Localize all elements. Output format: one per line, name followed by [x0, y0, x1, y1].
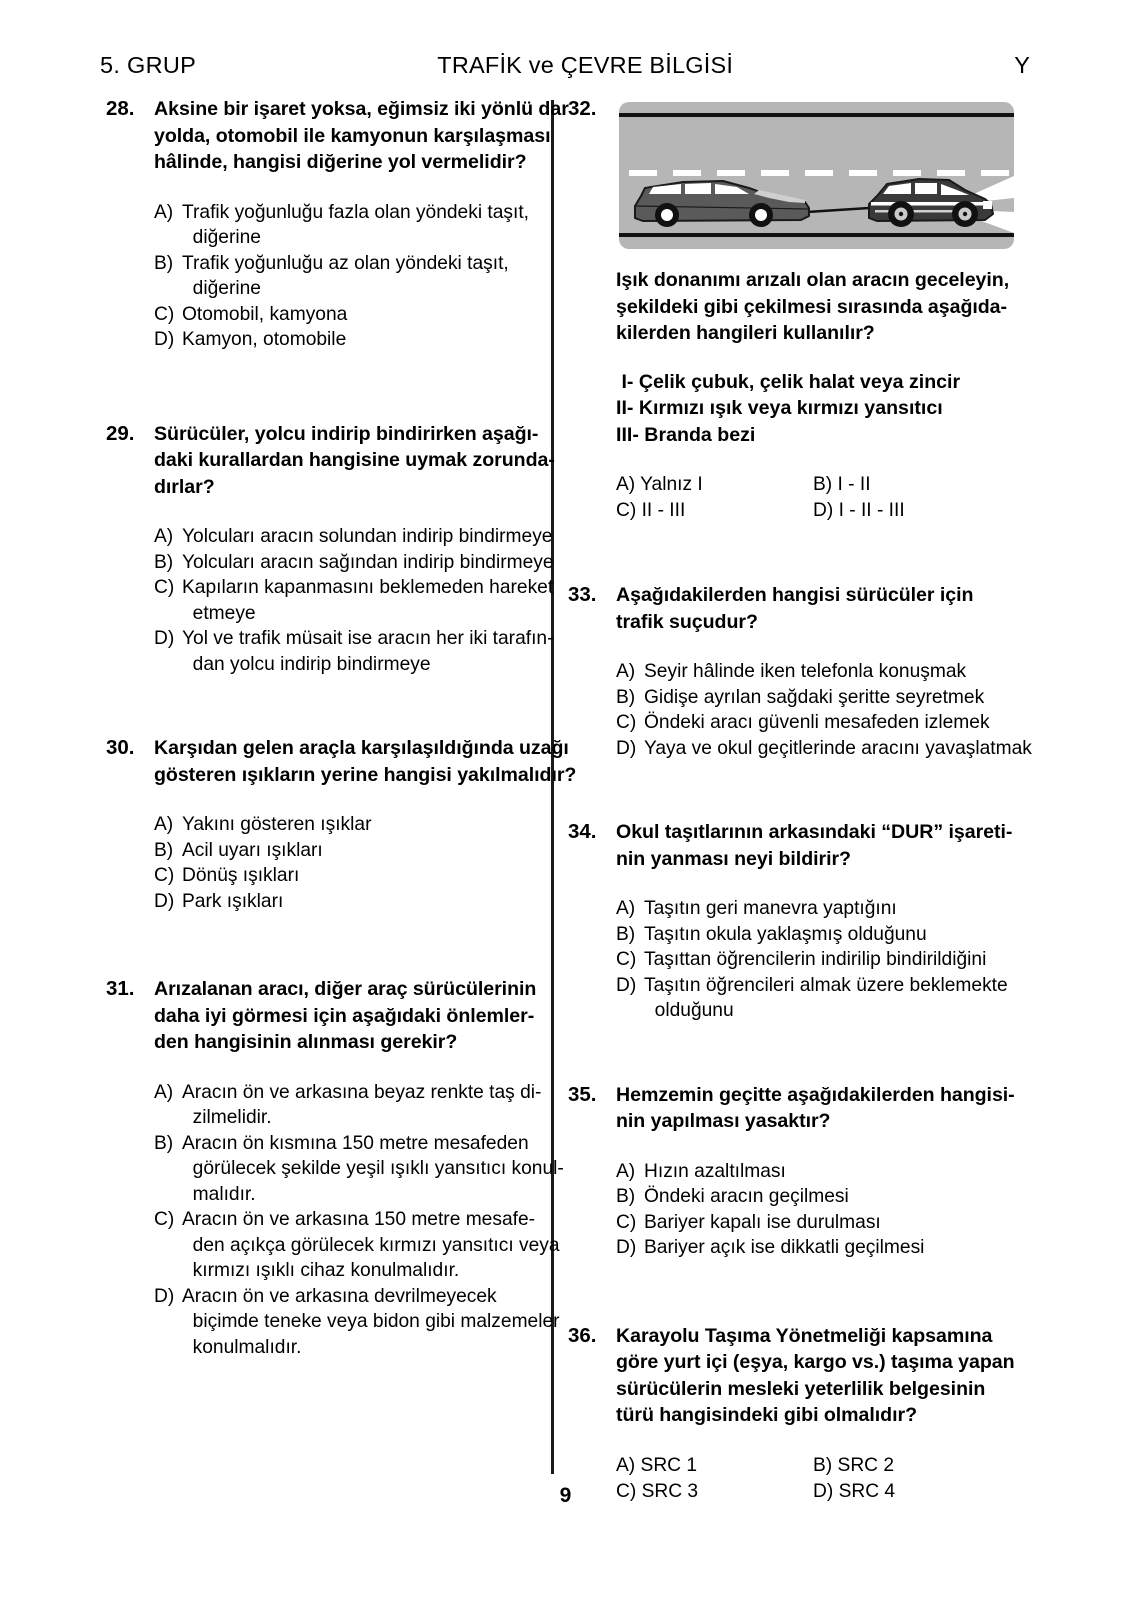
options-list: [154, 812, 576, 914]
option-text: Kamyon, otomobile: [182, 329, 347, 350]
option-letter: A): [154, 814, 174, 835]
option-c[interactable]: [616, 947, 1018, 973]
option-text: Yol ve trafik müsait ise aracın her iki tarafın- dan yolcu indirip bindirmeye: [182, 628, 554, 675]
options-list: [616, 1159, 1018, 1261]
question-32: [566, 96, 1018, 524]
option-text: Taşıtın okula yaklaşmış olduğunu: [644, 923, 927, 945]
option-letter: B): [616, 923, 636, 945]
option-text: Yolcuları aracın solundan indirip bindirmeye: [182, 526, 553, 547]
option-c[interactable]: [154, 863, 576, 889]
question-number: 31.: [106, 977, 135, 1000]
option-text: Bariyer açık ise dikkatli geçilmesi: [644, 1237, 925, 1258]
option-text: Yolcuları aracın sağından indirip bindirmeye: [182, 551, 554, 573]
option-text: Otomobil, kamyona: [182, 303, 348, 325]
stem-line: daha iyi görmesi için aşağıdaki önlemler-: [154, 1004, 535, 1027]
option-c[interactable]: [616, 1210, 1018, 1236]
question-stem: [154, 735, 576, 788]
question-30: [104, 735, 577, 914]
option-a[interactable]: [154, 200, 569, 251]
headlight-beams: [619, 102, 1014, 249]
question-number: 28.: [106, 97, 135, 120]
option-text: Hızın azaltılması: [644, 1160, 786, 1182]
option-letter: B): [154, 252, 174, 274]
question-number: 35.: [568, 1082, 597, 1106]
option-letter: D): [154, 628, 175, 649]
option-letter: C): [616, 1211, 637, 1233]
option-c[interactable]: C) II - III: [616, 500, 686, 521]
option-letter: C): [154, 1209, 175, 1230]
option-letter: D): [616, 1237, 637, 1258]
stem-line: Karayolu Taşıma Yönetmeliği kapsamına: [616, 1324, 993, 1347]
option-letter: C): [154, 303, 175, 325]
options-list: [154, 200, 569, 353]
stem-line: türü hangisindeki gibi olmalıdır?: [616, 1404, 917, 1426]
right-column: [566, 96, 1032, 1505]
option-b[interactable]: [154, 838, 576, 864]
roman-items: [616, 369, 1018, 449]
option-letter: D): [616, 974, 637, 996]
option-text: Trafik yoğunluğu fazla olan yöndeki taşıt, diğerine: [182, 201, 529, 248]
stem-line: nin yapılması yasaktır?: [616, 1110, 831, 1132]
question-31: [104, 976, 564, 1360]
stem-line: kilerden hangileri kullanılır?: [616, 322, 875, 344]
option-letter: A): [154, 526, 174, 547]
option-a[interactable]: A) SRC 1: [616, 1454, 698, 1476]
option-letter: A): [616, 898, 636, 919]
option-letter: A): [616, 661, 636, 682]
options-list: [154, 1080, 564, 1361]
option-letter: B): [154, 551, 174, 573]
option-text: Öndeki aracın geçilmesi: [644, 1186, 849, 1207]
option-d[interactable]: [154, 889, 576, 915]
option-d[interactable]: [154, 1284, 564, 1361]
option-letter: B): [154, 1132, 174, 1154]
road-scene: [619, 102, 1014, 249]
page-number: 9: [559, 1484, 572, 1507]
roman-item-i: I- Çelik çubuk, çelik halat veya zincir: [616, 370, 961, 393]
option-text: Dönüş ışıkları: [182, 865, 300, 886]
option-text: Bariyer kapalı ise durulması: [644, 1211, 881, 1233]
question-29: [104, 421, 555, 678]
option-letter: B): [616, 1186, 636, 1207]
option-letter: C): [154, 865, 175, 886]
question-34: [566, 819, 1018, 1024]
question-stem: [616, 267, 1018, 347]
options-grid: [616, 472, 1018, 524]
option-c[interactable]: C) SRC 3: [616, 1480, 699, 1502]
option-letter: D): [616, 737, 637, 759]
option-c[interactable]: [154, 1207, 564, 1284]
question-stem: [154, 421, 555, 501]
option-text: Gidişe ayrılan sağdaki şeritte seyretmek: [644, 686, 985, 708]
question-28: [104, 96, 569, 353]
towing-illustration: [619, 102, 1018, 249]
option-text: Acil uyarı ışıkları: [182, 839, 323, 861]
stem-line: den hangisinin alınması gerekir?: [154, 1031, 458, 1053]
question-stem: [154, 976, 564, 1056]
option-text: Aracın ön ve arkasına devrilmeyecek biçimde teneke veya bidon gibi malzemeler konulmalıdır.: [182, 1285, 560, 1358]
option-b[interactable]: [616, 1184, 1018, 1210]
option-b[interactable]: [616, 922, 1018, 948]
option-d[interactable]: [616, 1235, 1018, 1261]
option-b[interactable]: [154, 251, 569, 302]
option-text: Taşıtın geri manevra yaptığını: [644, 898, 897, 919]
option-text: Aracın ön ve arkasına beyaz renkte taş di- zilmelidir.: [182, 1081, 542, 1128]
option-text: Taşıtın öğrencileri almak üzere beklemekte olduğunu: [644, 974, 1008, 1021]
option-text: Aracın ön ve arkasına 150 metre mesafe- den açıkça görülecek kırmızı yansıtıcı veya kırmızı ışıklı cihaz konulmalıdır.: [182, 1209, 560, 1281]
question-number: 29.: [106, 421, 135, 445]
option-a[interactable]: [616, 659, 1032, 685]
option-letter: C): [616, 949, 637, 970]
question-number: 33.: [568, 583, 597, 606]
option-b[interactable]: [154, 1131, 564, 1208]
left-column: [104, 96, 577, 1360]
roman-item-iii: III- Branda bezi: [616, 423, 756, 446]
option-a[interactable]: [616, 896, 1018, 922]
question-number: 30.: [106, 736, 135, 759]
stem-line: Sürücüler, yolcu indirip bindirirken aşağı-: [154, 422, 539, 445]
stem-line: Karşıdan gelen araçla karşılaşıldığında uzağı: [154, 737, 569, 759]
roman-item-ii: II- Kırmızı ışık veya kırmızı yansıtıcı: [616, 397, 943, 419]
option-b[interactable]: B) SRC 2: [813, 1454, 895, 1476]
question-36: [566, 1323, 1018, 1505]
option-d[interactable]: [154, 327, 569, 353]
options-list: [154, 524, 555, 677]
stem-line: dırlar?: [154, 475, 215, 498]
option-c[interactable]: [154, 575, 555, 626]
question-number: 32.: [568, 97, 597, 120]
stem-line: Aşağıdakilerden hangisi sürücüler için: [616, 584, 974, 606]
stem-line: Işık donanımı arızalı olan aracın geceleyin,: [616, 269, 1010, 291]
stem-line: Arızalanan aracı, diğer araç sürücülerinin: [154, 978, 537, 1000]
option-c[interactable]: [154, 302, 569, 328]
option-letter: A): [154, 1081, 174, 1103]
option-d[interactable]: [616, 973, 1018, 1024]
option-text: Yakını gösteren ışıklar: [182, 814, 372, 835]
question-stem: [616, 582, 1032, 635]
question-stem: [616, 819, 1018, 872]
towed-car: [869, 179, 993, 227]
option-letter: D): [154, 329, 175, 350]
options-list: [616, 896, 1018, 1024]
option-a[interactable]: [154, 812, 576, 838]
stem-line: göre yurt içi (eşya, kargo vs.) taşıma yapan: [616, 1351, 1015, 1373]
option-a[interactable]: [154, 1080, 564, 1131]
option-d[interactable]: D) SRC 4: [813, 1480, 896, 1502]
option-letter: A): [616, 1160, 636, 1182]
option-b[interactable]: [616, 685, 1032, 711]
option-b[interactable]: [154, 550, 555, 576]
question-stem: [616, 1082, 1018, 1135]
stem-line: şekildeki gibi çekilmesi sırasında aşağıda-: [616, 295, 1008, 318]
option-text: Öndeki aracı güvenli mesafeden izlemek: [644, 712, 990, 733]
option-letter: B): [154, 839, 174, 861]
question-stem: [616, 1323, 1018, 1429]
question-stem: [154, 96, 569, 176]
stem-line: Okul taşıtlarının arkasındaki “DUR” işareti-: [616, 821, 1013, 843]
stem-line: trafik suçudur?: [616, 610, 758, 633]
option-c[interactable]: [616, 710, 1032, 736]
option-letter: D): [154, 1285, 175, 1307]
stem-line: daki kurallardan hangisine uymak zorunda-: [154, 449, 555, 471]
question-35: [566, 1082, 1018, 1261]
options-list: [616, 659, 1032, 761]
group-label: 5. GRUP: [100, 52, 197, 78]
stem-line: yolda, otomobil ile kamyonun karşılaşması: [154, 124, 551, 147]
front-car: [635, 181, 809, 227]
option-text: Yaya ve okul geçitlerinde aracını yavaşlatmak: [644, 737, 1032, 759]
option-text: Taşıttan öğrencilerin indirilip bindirildiğini: [644, 949, 987, 970]
option-letter: C): [616, 712, 637, 733]
option-text: Seyir hâlinde iken telefonla konuşmak: [644, 661, 967, 682]
stem-line: gösteren ışıkların yerine hangisi yakılmalıdır?: [154, 763, 577, 786]
question-33: [566, 582, 1032, 761]
option-letter: B): [616, 686, 636, 708]
question-number: 34.: [568, 820, 597, 843]
exam-title: TRAFİK ve ÇEVRE BİLGİSİ: [437, 52, 734, 78]
option-a[interactable]: [616, 1159, 1018, 1185]
stem-line: hâlinde, hangisi diğerine yol vermelidir?: [154, 151, 527, 173]
page-header: [100, 52, 1030, 79]
option-d[interactable]: [154, 626, 555, 677]
option-d[interactable]: [616, 736, 1032, 762]
option-letter: C): [154, 577, 175, 598]
option-text: Aracın ön kısmına 150 metre mesafeden görülecek şekilde yeşil ışıklı yansıtıcı konul- malıdır.: [182, 1132, 564, 1205]
option-text: Trafik yoğunluğu az olan yöndeki taşıt, diğerine: [182, 252, 509, 299]
option-letter: D): [154, 890, 175, 912]
question-number: 36.: [568, 1323, 597, 1347]
option-a[interactable]: A) Yalnız I: [616, 474, 703, 495]
stem-line: sürücülerin mesleki yeterlilik belgesinin: [616, 1377, 986, 1400]
option-b[interactable]: B) I - II: [813, 474, 871, 495]
stem-line: Hemzemin geçitte aşağıdakilerden hangisi-: [616, 1083, 1015, 1106]
option-text: Park ışıkları: [182, 890, 284, 912]
option-text: Kapıların kapanmasını beklemeden hareket etmeye: [182, 577, 554, 624]
option-a[interactable]: [154, 524, 555, 550]
option-letter: A): [154, 201, 174, 223]
option-d[interactable]: D) I - II - III: [813, 500, 905, 521]
stem-line: Aksine bir işaret yoksa, eğimsiz iki yönlü dar: [154, 98, 569, 120]
stem-line: nin yanması neyi bildirir?: [616, 847, 851, 870]
booklet-letter: Y: [1014, 52, 1030, 78]
